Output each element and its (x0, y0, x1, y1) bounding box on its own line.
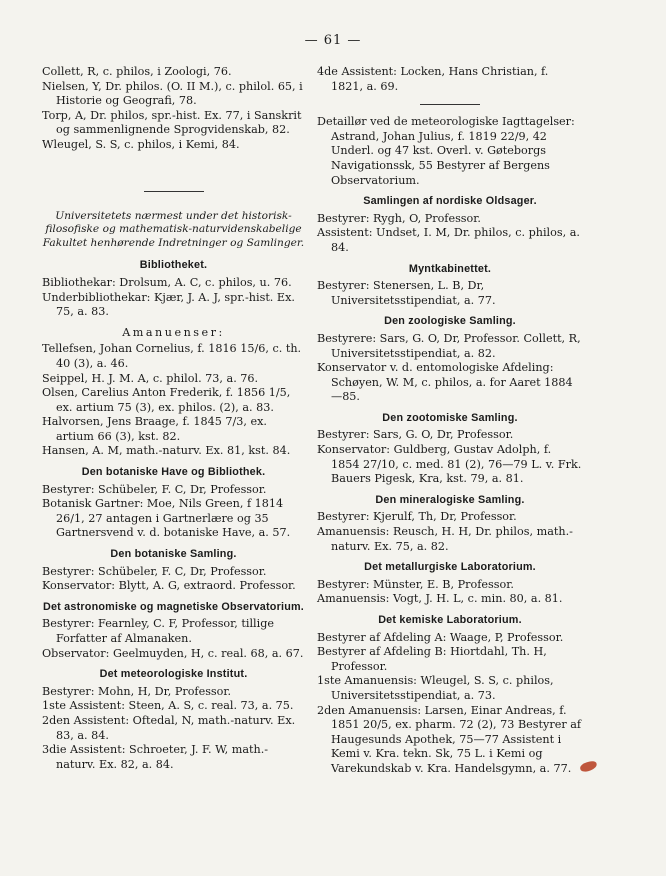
section-heading: Den mineralogiske Samling. (375, 493, 525, 506)
list-item: Konservator v. d. entomologiske Afdeling: Schøyen, W. M, c. philos, a. for Aaret 1884—85. (317, 361, 573, 404)
list-item: Bestyrer: Sars, G. O, Dr, Professor. (317, 428, 514, 442)
section-heading: Den botaniske Samling. (110, 548, 237, 561)
section-intro: Universitetets nærmest under det historisk-filosofiske og mathematisk-naturvidenskabelige Fakultet henhørende Indretninger og Samlinger. (42, 209, 305, 249)
list-item: Hansen, A. M, math.-naturv. Ex. 81, kst. 84. (42, 444, 291, 458)
left-column (42, 65, 305, 772)
list-item: Assistent: Undset, I. M, Dr. philos, c. philos, a. 84. (317, 226, 580, 254)
list-item: 3die Assistent: Schroeter, J. F. W, math.-naturv. Ex. 82, a. 84. (42, 743, 269, 771)
list-item: Amanuensis: Reusch, H. H, Dr. philos, math.-naturv. Ex. 75, a. 82. (317, 525, 573, 553)
list-item: Seippel, H. J. M. A, c. philol. 73, a. 76. (42, 371, 259, 385)
page-number: — 61 — (304, 33, 362, 48)
list-item: Observator: Geelmuyden, H, c. real. 68, a. 67. (42, 646, 304, 660)
list-item: 4de Assistent: Locken, Hans Christian, f. 1821, a. 69. (317, 65, 549, 93)
section-heading: Bibliotheket. (139, 259, 208, 272)
list-item: Bestyrer: Mohn, H, Dr, Professor. (42, 684, 232, 698)
divider (144, 191, 204, 192)
section-heading: Det astronomiske og magnetiske Observatorium. (42, 600, 304, 613)
list-item: Bestyrer: Rygh, O, Professor. (317, 211, 481, 225)
list-item: Olsen, Carelius Anton Frederik, f. 1856 1/5, ex. artium 75 (3), ex. philos. (2), a. 83. (42, 386, 291, 414)
section-heading: Den zoologiske Samling. (384, 315, 516, 328)
right-column (317, 65, 583, 777)
list-item: Bestyrer: Stenersen, L. B, Dr, Universitetsstipendiat, a. 77. (317, 279, 496, 307)
list-item: Collett, R, c. philos, i Zoologi, 76. (42, 65, 232, 78)
list-item: Bestyrer: Schübeler, F. C, Dr, Professor. (42, 482, 267, 496)
sub-heading: Amanuenser: (122, 325, 225, 339)
list-item: Underbibliothekar: Kjær, J. A. J, spr.-hist. Ex. 75, a. 83. (42, 290, 295, 319)
list-item: Amanuensis: Vogt, J. H. L, c. min. 80, a. 81. (317, 592, 563, 606)
list-item: Halvorsen, Jens Braage, f. 1845 7/3, ex. artium 66 (3), kst. 82. (42, 415, 267, 443)
list-item: Torp, A, Dr. philos, spr.-hist. Ex. 77, i Sanskrit og sammenlignende Sprogvidenskab, 82. (42, 108, 302, 137)
list-item: Bibliothekar: Drolsum, A. C, c. philos, u. 76. (42, 275, 292, 289)
section-heading: Det meteorologiske Institut. (99, 668, 248, 681)
list-item: 1ste Amanuensis: Wleugel, S. S, c. philos, Universitetsstipendiat, a. 73. (317, 674, 554, 702)
list-item: Konservator: Guldberg, Gustav Adolph, f. 1854 27/10, c. med. 81 (2), 76—79 L. v. Frk. Bauers Pigesk, Kra, kst. 79, a. 81. (317, 443, 582, 486)
list-item: Detaillør ved de meteorologiske Iagttagelser: Astrand, Johan Julius, f. 1819 22/9, 42 Underl. og 47 kst. Overl. v. Gøteborgs Navigationssk, 55 Bestyrer af Bergens Observatorium. (317, 115, 575, 187)
section-heading: Myntkabinettet. (408, 262, 492, 275)
list-item: Botanisk Gartner: Moe, Nils Green, f 1814 26/1, 27 antagen i Gartnerlære og 35 Gartnersvend v. d. botaniske Have, a. 57. (42, 497, 291, 540)
divider (420, 104, 480, 105)
list-item: Wleugel, S. S, c. philos, i Kemi, 84. (42, 137, 240, 151)
section-heading: Den zootomiske Samling. (382, 411, 518, 424)
list-item: Nielsen, Y, Dr. philos. (O. II M.), c. philol. 65, i Historie og Geografi, 78. (42, 79, 303, 108)
section-heading: Det kemiske Laboratorium. (378, 614, 522, 626)
list-item: Bestyrer af Afdeling A: Waage, P, Professor. (317, 630, 564, 644)
list-item: 1ste Assistent: Steen, A. S, c. real. 73, a. 75. (42, 699, 294, 713)
list-item: Konservator: Blytt, A. G, extraord. Professor. (42, 579, 296, 593)
list-item: Bestyrer: Schübeler, F. C, Dr, Professor. (42, 564, 267, 578)
section-heading: Samlingen af nordiske Oldsager. (363, 195, 537, 208)
list-item: Bestyrere: Sars, G. O, Dr, Professor. Collett, R, Universitetsstipendiat, a. 82. (317, 331, 581, 360)
list-item: Bestyrer: Fearnley, C. F, Professor, tillige Forfatter af Almanaken. (42, 617, 274, 645)
section-heading: Den botaniske Have og Bibliothek. (81, 466, 266, 479)
section-heading: Det metallurgiske Laboratorium. (364, 561, 536, 574)
list-item: Tellefsen, Johan Cornelius, f. 1816 15/6, c. th. 40 (3), a. 46. (42, 342, 302, 370)
list-item: Bestyrer: Münster, E. B, Professor. (317, 577, 514, 591)
list-item: Bestyrer: Kjerulf, Th, Dr, Professor. (317, 510, 517, 524)
list-item: 2den Assistent: Oftedal, N, math.-naturv. Ex. 83, a. 84. (42, 713, 296, 742)
list-item: 2den Amanuensis: Larsen, Einar Andreas, f. 1851 20/5, ex. pharm. 72 (2), 73 Bestyrer af Haugesunds Apothek, 75—77 Assistent i Kemi v. Kra. tekn. Sk, 75 L. i Kemi og Varekundskab v. Kra. Handelsgymn, a. 77. (317, 703, 582, 775)
list-item: Bestyrer af Afdeling B: Hiortdahl, Th. H, Professor. (317, 645, 547, 673)
